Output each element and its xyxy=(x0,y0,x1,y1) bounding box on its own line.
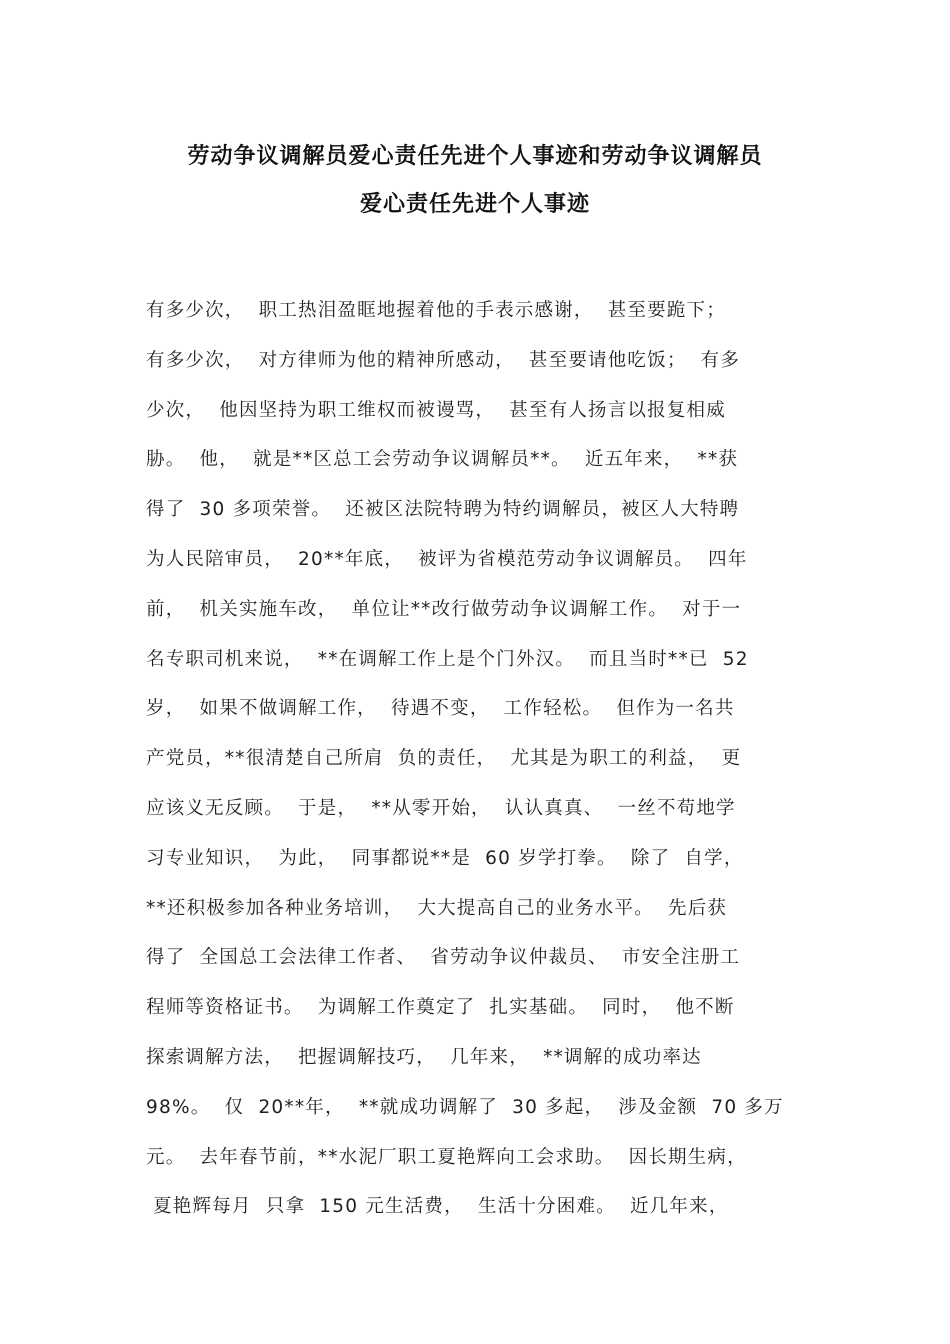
body-line: 名专职司机来说， **在调解工作上是个门外汉。 而且当时**已 52 xyxy=(146,648,749,670)
body-line: 应该义无反顾。 于是， **从零开始， 认认真真、 一丝不苟地学 xyxy=(146,797,736,819)
title-line-1: 劳动争议调解员爱心责任先进个人事迹和劳动争议调解员 xyxy=(187,143,763,169)
body-line: 得了 30 多项荣誉。 还被区法院特聘为特约调解员，被区人大特聘 xyxy=(146,499,740,521)
body-line: 习专业知识， 为此， 同事都说**是 60 岁学打拳。 除了 自学， xyxy=(146,847,744,869)
body-line: 有多少次， 对方律师为他的精神所感动， 甚至要请他吃饭； 有多 xyxy=(146,349,741,371)
body-line: 得了 全国总工会法律工作者、 省劳动争议仲裁员、 市安全注册工 xyxy=(146,947,741,969)
body-line: 产党员，**很清楚自己所肩 负的责任， 尤其是为职工的利益， 更 xyxy=(146,748,742,770)
body-line: 夏艳辉每月 只拿 150 元生活费， 生活十分困难。 近几年来， xyxy=(146,1196,729,1218)
document-title xyxy=(0,132,950,228)
body-line: 前， 机关实施车改， 单位让**改行做劳动争议调解工作。 对于一 xyxy=(146,598,742,620)
body-paragraph xyxy=(146,286,836,1232)
body-line: 98%。 仅 20**年， **就成功调解了 30 多起， 涉及金额 70 多万 xyxy=(146,1096,784,1118)
title-line-2: 爱心责任先进个人事迹 xyxy=(359,191,590,217)
body-line: 岁， 如果不做调解工作， 待遇不变， 工作轻松。 但作为一名共 xyxy=(146,698,735,720)
body-line: 程师等资格证书。 为调解工作奠定了 扎实基础。 同时， 他不断 xyxy=(146,997,735,1019)
body-line: 元。 去年春节前，**水泥厂职工夏艳辉向工会求助。 因长期生病， xyxy=(146,1146,747,1168)
body-line: 胁。 他， 就是**区总工会劳动争议调解员**。 近五年来， **获 xyxy=(146,449,739,471)
body-line: 有多少次， 职工热泪盈眶地握着他的手表示感谢， 甚至要跪下； xyxy=(146,300,726,321)
body-line: 为人民陪审员， 20**年底， 被评为省模范劳动争议调解员。 四年 xyxy=(146,548,748,570)
body-line: 探索调解方法， 把握调解技巧， 几年来， **调解的成功率达 xyxy=(146,1046,702,1068)
body-line: 少次， 他因坚持为职工维权而被谩骂， 甚至有人扬言以报复相威 xyxy=(146,399,726,421)
body-line: **还积极参加各种业务培训， 大大提高自己的业务水平。 先后获 xyxy=(146,897,728,919)
